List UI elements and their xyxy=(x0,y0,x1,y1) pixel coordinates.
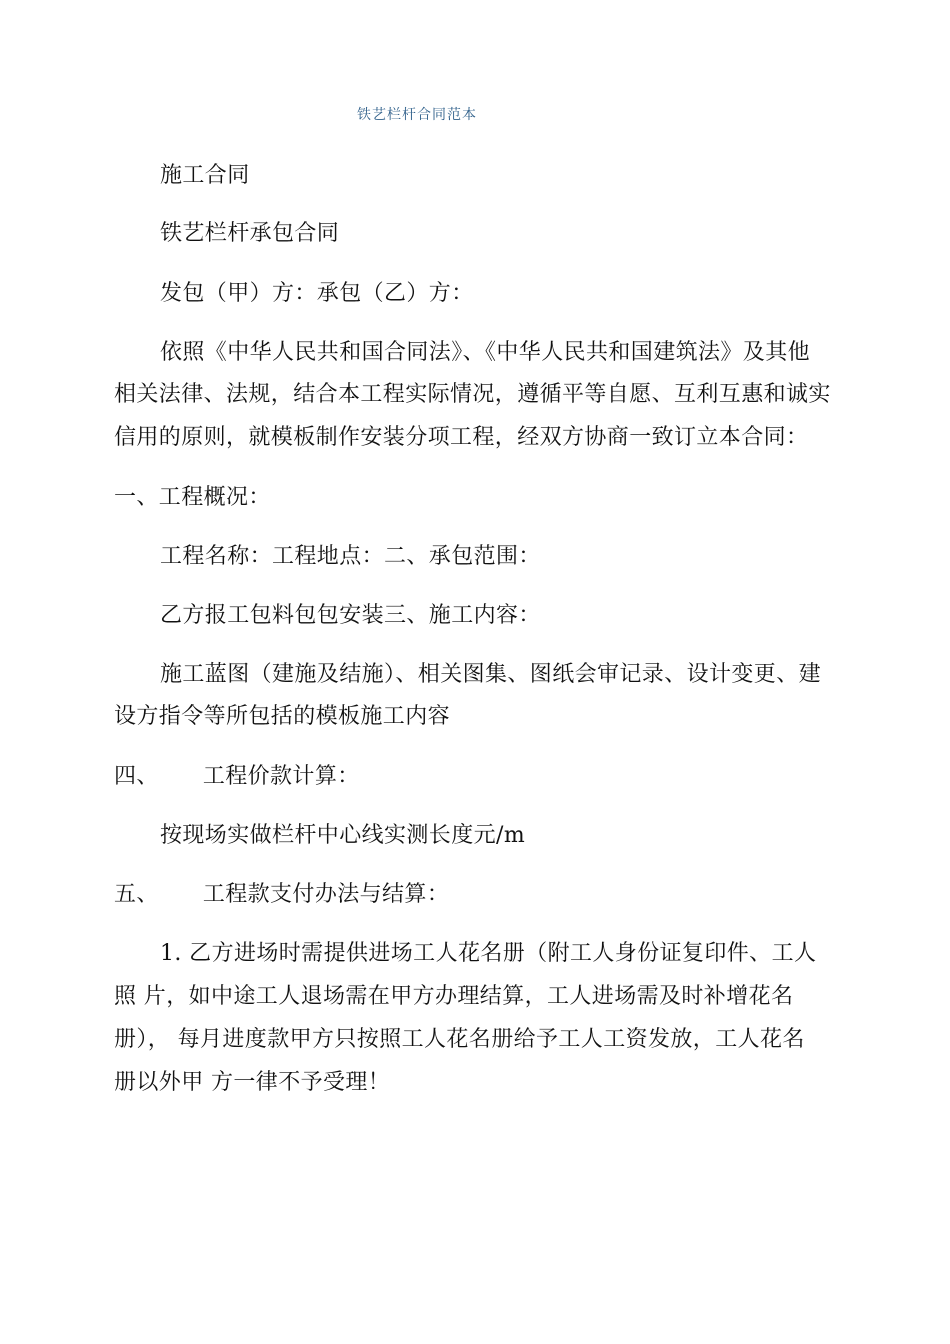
section-5-line-2: 照 片，如中途工人退场需在甲方办理结算，工人进场需及时补增花名 xyxy=(114,984,794,1009)
preamble-line-3: 信用的原则，就模板制作安装分项工程，经双方协商一致订立本合同： xyxy=(114,425,809,450)
preamble-line-2: 相关法律、法规，结合本工程实际情况，遵循平等自愿、互利互惠和诚实 xyxy=(114,382,831,407)
section-3-line-2: 设方指令等所包括的模板施工内容 xyxy=(114,704,451,729)
section-4-title: 工程价款计算： xyxy=(202,764,360,789)
contract-type-line: 施工合同 xyxy=(160,163,250,188)
section-4-heading xyxy=(114,763,360,791)
section-1-heading: 一、工程概况： xyxy=(114,485,271,510)
section-3-line-1: 施工蓝图（建施及结施）、相关图集、图纸会审记录、设计变更、建 xyxy=(160,662,822,687)
section-5-heading xyxy=(114,881,449,909)
document-header-title: 铁艺栏杆合同范本 xyxy=(357,107,477,123)
section-5-line-3: 册）， 每月进度款甲方只按照工人花名册给予工人工资发放，工人花名 xyxy=(114,1027,805,1052)
contract-title-line: 铁艺栏杆承包合同 xyxy=(160,221,340,246)
section-5-title: 工程款支付办法与结算： xyxy=(202,882,450,907)
section-2-line: 乙方报工包料包包安装三、施工内容： xyxy=(160,603,541,628)
section-4-line: 按现场实做栏杆中心线实测长度元/m xyxy=(160,823,526,848)
parties-line: 发包（甲）方：承包（乙）方： xyxy=(160,281,474,306)
section-4-number: 四、 xyxy=(114,764,159,789)
section-5-line-1: 1. 乙方进场时需提供进场工人花名册（附工人身份证复印件、工人 xyxy=(160,941,817,966)
section-5-line-4: 册以外甲 方一律不予受理！ xyxy=(114,1070,391,1095)
section-5-number: 五、 xyxy=(114,882,159,907)
section-1-line: 工程名称：工程地点：二、承包范围： xyxy=(160,544,541,569)
preamble-line-1: 依照《中华人民共和国合同法》、《中华人民共和国建筑法》及其他 xyxy=(160,340,811,365)
